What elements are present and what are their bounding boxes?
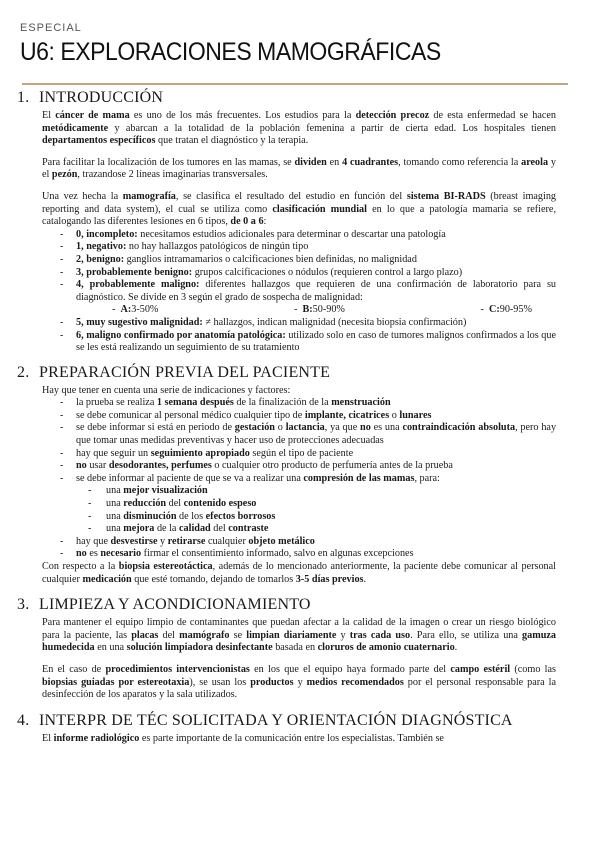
section-number: 4. xyxy=(17,711,30,729)
list-item: - una mejor visualización xyxy=(90,485,556,498)
emphasis: desvestirse xyxy=(110,535,158,547)
emphasis: 1 semana después xyxy=(156,397,234,409)
emphasis: lactancia xyxy=(285,422,325,434)
compression-list xyxy=(42,485,556,535)
list-item: - se debe informar si está en periodo de gestación o lactancia, ya que no es una contraindicación absoluta, pero hay que tomar unas medidas preventivas y hacer uso de protecciones adecuadas xyxy=(60,422,556,447)
emphasis: areola xyxy=(521,156,549,168)
emphasis: solución limpiadora desinfectante xyxy=(126,642,273,654)
title-divider xyxy=(22,83,568,85)
list-item: - hay que desvestirse y retirarse cualquier objeto metálico xyxy=(60,536,556,549)
emphasis: cáncer de mama xyxy=(55,110,130,121)
page-title: U6: EXPLORACIONES MAMOGRÁFICAS xyxy=(20,38,441,66)
emphasis: campo estéril xyxy=(450,663,511,675)
birads-list xyxy=(42,229,556,305)
grade-item: - B:50-90% xyxy=(293,304,345,316)
indications-list-cont xyxy=(42,536,556,561)
emphasis: seguimiento apropiado xyxy=(150,447,250,459)
list-item: - una mejora de la calidad del contraste xyxy=(90,523,556,536)
paragraph: El informe radiológico es parte importante de la comunicación entre los especialistas. También se xyxy=(42,732,444,744)
emphasis: informe radiológico xyxy=(53,732,140,744)
malignancy-grades xyxy=(112,304,532,317)
section-title: INTRODUCCIÓN xyxy=(39,89,164,106)
emphasis: reducción xyxy=(123,498,167,510)
section-title: LIMPIEZA Y ACONDICIONAMIENTO xyxy=(39,596,311,614)
list-item: - 1, negativo: no hay hallazgos patológicos de ningún tipo xyxy=(60,241,556,254)
emphasis: efectos borrosos xyxy=(205,510,276,522)
emphasis: detección precoz xyxy=(355,110,430,121)
emphasis: objeto metálico xyxy=(248,535,315,547)
emphasis: biopsias guiadas por estereotaxia xyxy=(42,676,190,688)
grade-item: - A:3-50% xyxy=(112,304,159,316)
list-item: - 5, muy sugestivo malignidad: ≠ hallazgos, indican malignidad (necesita biopsia confirmación) xyxy=(60,317,556,330)
paragraph: Una vez hecha la mamografía, se clasifica el resultado del estudio en función del sistema BI-RADS (breast imaging reporting and data system), el cual se utiliza como clasificación mundial en lo que a patología mamaria se refiere, catalogando las diferentes lesiones en 6 tipos, de 0 a 6: xyxy=(42,190,557,228)
paragraph: El cáncer de mama es uno de los más frecuentes. Los estudios para la detección precoz de esta enfermedad se hacen metódicamente y abarcan a la totalidad de la población femenina a partir de cierta edad. Los hospitales tienen departamentos específicos que tratan el diagnóstico y la terapia. xyxy=(42,110,556,147)
emphasis: mamografía xyxy=(122,190,176,202)
paragraph: Para facilitar la localización de los tumores en las mamas, se dividen en 4 cuadrantes, tomando como referencia la areola y el pezón, trazandose 2 líneas imaginarias transversales. xyxy=(42,156,556,181)
emphasis: medicación xyxy=(82,573,132,585)
grade-item: - C:90-95% xyxy=(480,304,532,316)
section-heading-4 xyxy=(17,711,556,731)
section-heading-2 xyxy=(17,363,556,383)
emphasis: gestación xyxy=(234,422,275,434)
emphasis: compresión de las mamas xyxy=(303,472,415,484)
emphasis: 3-5 días previos xyxy=(295,573,364,585)
emphasis: metódicamente xyxy=(42,122,109,134)
emphasis: no xyxy=(76,548,87,560)
emphasis: cloruros de amonio cuaternario xyxy=(317,642,455,654)
section-kicker: ESPECIAL xyxy=(20,22,82,34)
emphasis: de 0 a 6 xyxy=(230,216,264,228)
list-item: - la prueba se realiza 1 semana después de la finalización de la menstruación xyxy=(60,397,556,410)
list-item: - hay que seguir un seguimiento apropiado según el tipo de paciente xyxy=(60,448,556,461)
document-body xyxy=(17,88,557,754)
emphasis: contenido espeso xyxy=(183,498,257,510)
emphasis: 4 cuadrantes xyxy=(342,156,399,168)
section-number: 3. xyxy=(17,596,30,614)
emphasis: tras cada uso xyxy=(349,629,411,641)
emphasis: biopsia estereotáctica xyxy=(118,561,213,572)
emphasis: limpian diariamente xyxy=(246,629,337,641)
emphasis: placas xyxy=(131,629,159,641)
list-item: - no usar desodorantes, perfumes o cualquier otro producto de perfumería antes de la prueba xyxy=(60,460,556,473)
emphasis: necesario xyxy=(100,548,142,560)
emphasis: retirarse xyxy=(167,535,206,547)
list-item: - no es necesario firmar el consentimiento informado, salvo en algunas excepciones xyxy=(60,548,556,561)
emphasis: mamógrafo xyxy=(179,629,230,641)
paragraph: Hay que tener en cuenta una serie de indicaciones y factores: xyxy=(42,384,291,396)
section-title: PREPARACIÓN PREVIA DEL PACIENTE xyxy=(39,363,331,381)
list-item: - se debe informar al paciente de que se va a realizar una compresión de las mamas, para: xyxy=(60,473,556,486)
emphasis: no xyxy=(360,422,371,434)
list-item: - 0, incompleto: necesitamos estudios adicionales para determinar o descartar una patología xyxy=(60,229,556,242)
list-item: - una disminución de los efectos borrosos xyxy=(90,511,556,524)
emphasis: contraindicación absoluta xyxy=(402,422,516,434)
list-item: - 6, maligno confirmado por anatomía patológica: utilizado solo en caso de tumores malignos confirmados a los que se les está realizando un seguimiento de su tratamiento xyxy=(60,330,556,355)
emphasis: lunares xyxy=(399,409,432,421)
emphasis: productos xyxy=(250,676,294,688)
emphasis: departamentos específicos xyxy=(42,135,156,147)
emphasis: mejor visualización xyxy=(123,485,208,497)
emphasis: desodorantes, perfumes xyxy=(108,460,212,472)
emphasis: no xyxy=(76,460,87,472)
emphasis: clasificación mundial xyxy=(272,203,367,215)
emphasis: mejora xyxy=(123,523,155,535)
section-heading-1 xyxy=(17,88,556,108)
emphasis: gamuza humedecida xyxy=(42,629,556,654)
section-heading-3 xyxy=(17,595,556,615)
section-number: 2. xyxy=(17,363,30,381)
paragraph: Con respecto a la biopsia estereotáctica, además de lo mencionado anteriormente, la paciente debe comunicar al personal cualquier medicación que esté tomando, dejando de tomarlos 3-5 días previos. xyxy=(42,561,556,585)
list-item: - 4, probablemente maligno: diferentes hallazgos que requieren de una confirmación de laboratorio para su diagnóstico. Se divide en 3 según el grado de sospecha de malignidad: xyxy=(60,279,556,304)
emphasis: medios recomendados xyxy=(306,676,404,688)
emphasis: implante, cicatrices xyxy=(304,409,390,421)
emphasis: dividen xyxy=(294,156,327,168)
list-item: - 2, benigno: ganglios intramamarios o calcificaciones bien definidas, no malignidad xyxy=(60,254,556,267)
indications-list xyxy=(42,397,556,485)
paragraph: Para mantener el equipo limpio de contaminantes que puedan afectar a la calidad de la imagen o crear un riesgo biológico para la paciente, las placas del mamógrafo se limpian diariamente y tras cada uso. Para ello, se utiliza una gamuza humedecida en una solución limpiadora desinfectante basada en cloruros de amonio cuaternario. xyxy=(42,617,556,654)
section-title: INTERPR DE TÉC SOLICITADA Y ORIENTACIÓN DIAGNÓSTICA xyxy=(39,711,513,729)
emphasis: procedimientos intervencionistas xyxy=(105,663,250,675)
emphasis: disminución xyxy=(123,510,177,522)
emphasis: pezón xyxy=(51,169,78,181)
section-number: 1. xyxy=(17,89,30,106)
list-item: - una reducción del contenido espeso xyxy=(90,498,556,511)
list-item: - 3, probablemente benigno: grupos calcificaciones o nódulos (requieren control a largo plazo) xyxy=(60,267,556,280)
emphasis: sistema BI-RADS xyxy=(406,190,486,202)
list-item: - se debe comunicar al personal médico cualquier tipo de implante, cicatrices o lunares xyxy=(60,410,556,423)
emphasis: contraste xyxy=(228,523,269,535)
emphasis: menstruación xyxy=(331,397,391,409)
emphasis: calidad xyxy=(179,523,211,535)
paragraph: En el caso de procedimientos intervencionistas en los que el equipo haya formado parte del campo estéril (como las biopsias guiadas por estereotaxia), se usan los productos y medios recomendados por el personal responsable para la desinfección de los aparatos y la sala utilizados. xyxy=(42,663,557,701)
birads-list-cont xyxy=(42,317,556,355)
